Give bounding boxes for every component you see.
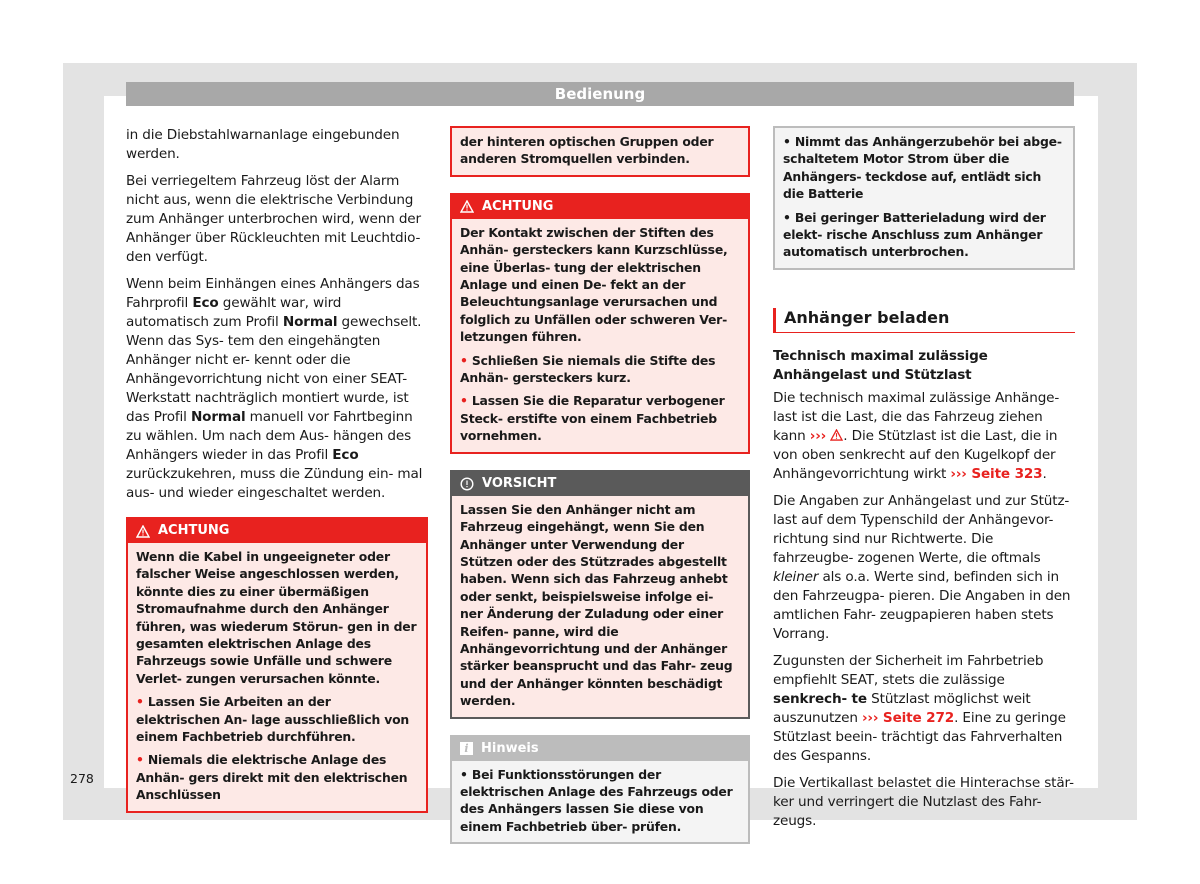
paragraph: Die Angaben zur Anhängelast und zur Stütz- last auf dem Typenschild der Anhängevor- richtung sind nur Richtwerte. Die fahrzeugbe- zogenen Werte, die oftmals kleiner als o.a. Werte sind, befinden sich in den Fahrzeugpa- pieren. Die Angaben in den amtlichen Fahr- zeugpapieren haben stets Vorrang. [773, 492, 1071, 642]
note-box-continued [773, 126, 1075, 270]
warning-triangle-icon [460, 200, 474, 213]
note-bullet: • Bei geringer Batterieladung wird der elekt- rische Anschluss zum Anhänger automatisch unterbrochen. [783, 209, 1046, 260]
caution-box [450, 470, 750, 719]
paragraph: Zugunsten der Sicherheit im Fahrbetrieb empfiehlt SEAT, stets die zulässige senkrech- te Stützlast möglichst weit auszunutzen ››› Seite 272. Eine zu geringe Stützlast beein- trächtigt das Fahrverhalten des Gespanns. [773, 652, 1066, 764]
page-link[interactable]: ››› Seite 323 [950, 465, 1043, 482]
warning-text: der hinteren optischen Gruppen oder anderen Stromquellen verbinden. [460, 134, 714, 167]
paragraph: Die technisch maximal zulässige Anhänge- last ist die Last, die das Fahrzeug ziehen kann ››› . Die Stützlast ist die Last, die in von oben senkrecht auf den Kugelkopf der Anhängevorrichtung wirkt ››› Seite 323. [773, 389, 1060, 482]
paragraph: in die Diebstahlwarnanlage eingebunden werden. [126, 127, 400, 162]
warning-title: ACHTUNG [482, 198, 554, 214]
paragraph: Die Vertikallast belastet die Hinterachse stär- ker und verringert die Nutzlast des Fahr- zeugs. [773, 774, 1074, 829]
warning-bullet: • Niemals die elektrische Anlage des Anhän- gers direkt mit den elektrischen Anschlüssen [136, 752, 408, 803]
note-title: Hinweis [481, 740, 539, 756]
section-title: Anhänger beladen [773, 308, 1075, 333]
page-link[interactable]: ››› Seite 272 [861, 709, 955, 726]
caution-circle-icon [460, 477, 474, 491]
paragraph: Wenn beim Einhängen eines Anhängers das Fahrprofil Eco gewählt war, wird automatisch zum Profil Normal gewechselt. Wenn das Sys- tem den eingehängten Anhänger nicht er- kennt oder die Anhängevorrichtung nicht von einer SEAT-Werkstatt nachträglich montiert wurde, ist das Profil Normal manuell vor Fahrtbeginn zu wählen. Um nach dem Aus- hängen des Anhängers wieder in das Profil Eco zurückzukehren, muss die Zündung ein- mal aus- und wieder eingeschaltet werden. [126, 276, 423, 501]
warning-bullet: • Schließen Sie niemals die Stifte des Anhän- gersteckers kurz. [460, 352, 716, 386]
warning-triangle-icon [830, 429, 843, 441]
warning-bullet: • Lassen Sie Arbeiten an der elektrischen An- lage ausschließlich von einem Fachbetrieb durchführen. [136, 694, 410, 745]
column-3 [773, 126, 1075, 839]
subsection-title: Technisch maximal zulässige Anhängelast und Stützlast [773, 347, 988, 383]
column-1 [126, 126, 428, 813]
warning-text: Wenn die Kabel in ungeeigneter oder falscher Weise angeschlossen werden, könnte dies zu einer übermäßigen Stromaufnahme durch den Anhänger führen, was wiederum Störun- gen in der gesamten elektrischen Anlage des Fahrzeugs sowie Unfälle und schwere Verlet- zungen verursachen könnte. [136, 549, 417, 686]
warning-box [126, 517, 428, 813]
paragraph: Bei verriegeltem Fahrzeug löst der Alarm nicht aus, wenn die elektrische Verbindung zum Anhänger unterbrochen wird, wenn der Anhänger über Rückleuchten mit Leuchtdio- den verfügt. [126, 173, 421, 265]
note-box [450, 735, 750, 845]
caution-text: Lassen Sie den Anhänger nicht am Fahrzeug eingehängt, wenn Sie den Anhänger unter Verwendung der Stützen oder des Stützrades abgestellt haben. Wenn sich das Fahrzeug anhebt oder senkt, beispielsweise infolge ei- ner Änderung der Zuladung oder einer Reifen- panne, wird die Anhängevorrichtung und der Anhänger stärker beansprucht und das Fahr- zeug und der Anhänger könnten beschädigt werden. [460, 501, 733, 709]
note-bullet: • Nimmt das Anhängerzubehör bei abge- schaltetem Motor Strom über die Anhängers- teckdose auf, entlädt sich die Batterie [783, 134, 1062, 202]
warning-text: Der Kontakt zwischen der Stiften des Anhän- gersteckers kann Kurzschlüsse, eine Überlas- tung der elektrischen Anlage und einen De- fekt an der Beleuchtungsanlage verursachen und folglich zu Unfällen oder schweren Ver- letzungen führen. [460, 224, 728, 345]
warning-bullet: • Lassen Sie die Reparatur verbogener Steck- erstifte von einem Fachbetrieb vornehmen. [460, 393, 725, 444]
section-header: Bedienung [126, 82, 1074, 106]
info-icon: i [460, 742, 473, 755]
warning-box [450, 193, 750, 454]
cross-reference-arrow[interactable]: ››› [809, 427, 827, 444]
page-number: 278 [70, 771, 94, 786]
warning-triangle-icon [136, 525, 150, 538]
note-bullet: • Bei Funktionsstörungen der elektrischen Anlage des Fahrzeugs oder des Anhängers lassen Sie diese von einem Fachbetrieb über- prüfen. [460, 766, 733, 834]
column-2 [450, 126, 750, 844]
caution-title: VORSICHT [482, 475, 557, 491]
warning-box-continued [450, 126, 750, 177]
warning-title: ACHTUNG [158, 523, 230, 538]
